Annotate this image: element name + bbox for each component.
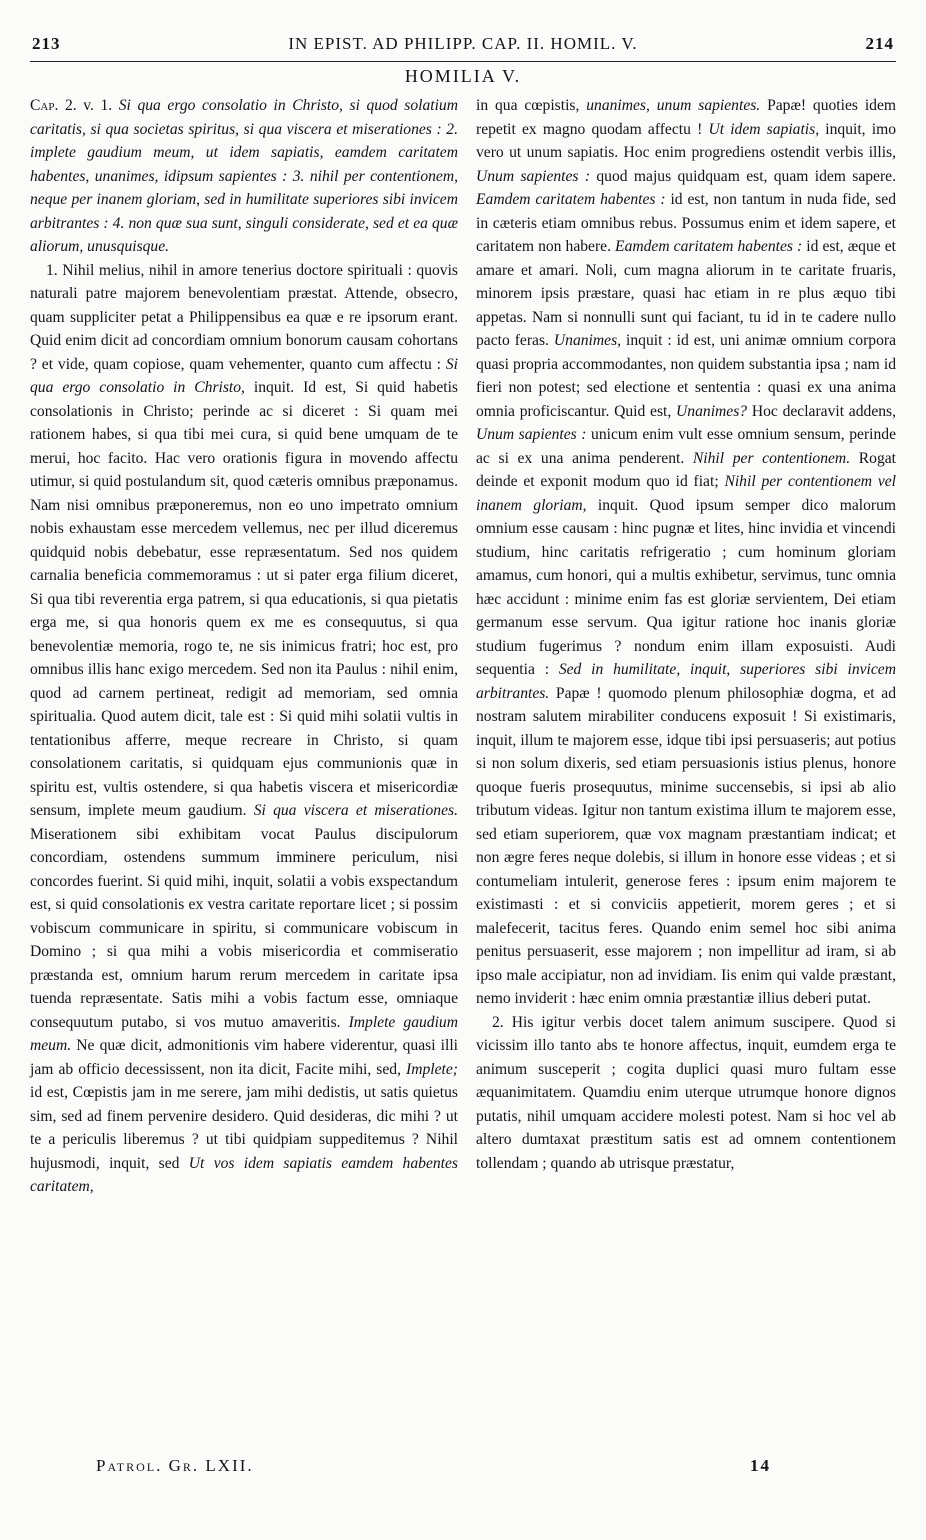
page-number-right: 214 [865,34,894,53]
header-rule [30,61,896,62]
paragraph: 2. His igitur verbis docet talem animum suscipere. Quod si vicissim illo tanto abs te honore affectus, inquit, eumdem erga te animum susceperit ; cogita duplici quasi muro fultam esse æquanimitatem. Quamdiu enim uterque utrumque honore dignos putatis, nihil umquam accidere molesti potest. Nam si hoc vel ab altero dumtaxat præstitum satis est ad omnem contentionem tollendam ; quando ab utrisque præstatur, [476,1013,896,1172]
homily-title: HOMILIA V. [404,66,522,86]
running-title: IN EPIST. AD PHILIPP. CAP. II. HOMIL. V. [288,34,638,53]
footer-sheet-number: 14 [750,1456,771,1475]
running-head [30,32,896,62]
left-column [30,94,458,1199]
paragraph: in qua cœpistis, unanimes, unum sapientes. Papæ! quoties idem repetit ex magno quodam affectu ! Ut idem sapiatis, inquit, imo vero ut unum sapiatis. Hoc enim progrediens ostendit verbis illis, Unum sapientes : quod majus quidquam est, quam idem sapere. Eamdem caritatem habentes : id est, non tantum in nuda fide, sed in cæteris etiam omnibus rebus. Possumus enim et idem sapere, et caritatem non habere. Eamdem caritatem habentes : id est, æque et amare et amari. Noli, cum magna aliorum in te caritate fruaris, minorem ipsis præstare, quasi hac etiam in re plus æquo tibi appetas. Nam si nonnulli sunt qui faciant, tu id in te cadere nullo pacto feras. Unanimes, inquit : id est, uni animæ omnium corpora quasi propria accommodantes, non quidem substantia ipsa ; nam id fieri non potest; sed electione et sententia : quasi ex una anima omnia proficiscantur. Quid est, Unanimes? Hoc declaravit addens, Unum sapientes : unicum enim vult esse omnium sensum, perinde ac si ex una anima penderent. Nihil per contentionem. Rogat deinde et exponit modum quo id fiat; Nihil per contentionem vel inanem gloriam, inquit. Quod ipsum semper dico malorum omnium esse causam : hinc pugnæ et lites, hinc invidia et vincendi studium, hinc caritatis refrigeratio ; cum hominum gloriam amamus, cum honori, qui a multis exhibetur, servimus, tunc omnia hæc accidunt : minime enim fas est gloriæ servientem, Dei etiam germanum esse servum. Qua igitur ratione hoc inanis gloriæ studium fugerimus ? nondum enim illam exposuisti. Audi sequentia : Sed in humilitate, inquit, superiores sibi invicem arbitrantes. Papæ ! quomodo plenum philosophiæ dogma, et ad nostram salutem mirabiliter conducens exposuit ! Si existimaris, inquit, illum te majorem esse, idque tibi ipsi persuaseris; aut potius si non solum dixeris, sed etiam persuasionis istius plenus, honore quoque fueris prosequutus, minime succensebis, si ipsi ab alio tributum videas. Igitur non tantum existima illum te majorem esse, sed etiam superiorem, quæ vox magnam præstantiam indicat; et non ægre feres neque dolebis, si illum in honore esse videas ; et si contumeliam intulerit, generose feres : ipsum enim majorem te existimasti : et si conviciis appetierit, morem geres ; et si malefecerit, tacitus feres. Quando enim semel hoc sibi anima penitus persuaserit, esse majorem ; non impellitur ad iram, si ab ipso male accipiatur, non ad invidiam. Iis enim qui valde præstant, nemo inviderit : hæc enim omnia præstantiæ illius deberi putat. [476,97,897,1007]
footer-signature: Patrol. Gr. LXII. [96,1456,254,1475]
page-number-left: 213 [32,34,61,53]
paragraph: Cap. 2. v. 1. Si qua ergo consolatio in Christo, si quod solatium caritatis, si qua societas spiritus, si qua viscera et miserationes : 2. implete gaudium meum, ut idem sapiatis, eamdem caritatem habentes, unanimes, idipsum sapientes : 3. nihil per contentionem, neque per inanem gloriam, sed in humilitate superiores sibi invicem arbitrantes : 4. non quæ sua sunt, singuli considerate, sed et ea quæ aliorum, unusquisque. [30,97,458,255]
paragraph: 1. Nihil melius, nihil in amore tenerius doctore spirituali : quovis naturali patre majorem benevolentiam præstat. Attende, obsecro, quam suppliciter petat a Philippensibus ea quæ e re ipsorum erant. Quid enim dicit ad concordiam omnium bonorum causam cohortans ? et vide, quam copiose, quam vehementer, quanto cum affectu : Si qua ergo consolatio in Christo, inquit. Id est, Si quid habetis consolationis in Christo; perinde ac si diceret : Si quam mei rationem habes, si qua tibi mei cura, si quid bene umquam de te merui, hoc facito. Hac vero orationis figura in movendo affectu utimur, si quid postulandum sit, quod cæteris omnibus præponamus. Nam nisi omnibus præponeremus, non eo uno impetrato omnium nobis exhaustam esse mercedem vellemus, nec per illud diceremus quidquid nobis debebatur, esse repræsentatum. Sed nos quidem carnalia beneficia commemoramus : ut si pater erga filium diceret, Si qua tibi reverentia erga patrem, si qua educationis, si qua pietatis erga me, si qua honoris quem ex me es consequutus, si qua benevolentiæ memoria, rogo te, ne sis inimicus fratri; hoc est, pro omnibus illis hanc exigo mercedem. Sed non ita Paulus : nihil enim, quod ad carnem pertineat, redigit ad memoriam, sed omnia spiritualia. Quod autem dicit, tale est : Si quid mihi solatii vultis in tentationibus afferre, meque recreare in Christo, si quam consolationem caritatis, si quidquam ejus communionis quæ in spiritu est, vultis ostendere, si qua habetis viscera et misericordiæ sensum, implete meum gaudium. Si qua viscera et miserationes. Miserationem sibi exhibitam vocat Paulus discipulorum concordiam, ostendens summum imminere periculum, nisi concordes fuerint. Si quid mihi, inquit, solatii a vobis exspectandum est, si quid consolationis ex vestra caritate reportare licet ; si possim vobiscum communicare in spiritu, si communicare vobiscum in Domino ; si qua mihi a vobis misericordia et commiseratio præstanda est, omnium harum rerum mercedem in caritate ipsa tuenda repræsentate. Satis mihi a vobis factum esse, omniaque consequutum putabo, si vos mutuo amaveritis. Implete gaudium meum. Ne quæ dicit, admonitionis vim habere viderentur, quasi illi jam ab officio decessissent, non ita dicit, Facite mihi, sed, Implete; id est, Cœpistis jam in me serere, jam mihi dedistis, ut satis quietus sim, sed ad finem pervenire desidero. Quid desideras, dic mihi ? ut te a periculis liberemus ? ut tibi quidpiam suppeditemus ? Nihil hujusmodi, inquit, sed Ut vos idem sapiatis eamdem habentes caritatem, [30,261,458,1195]
right-column [476,94,896,1175]
